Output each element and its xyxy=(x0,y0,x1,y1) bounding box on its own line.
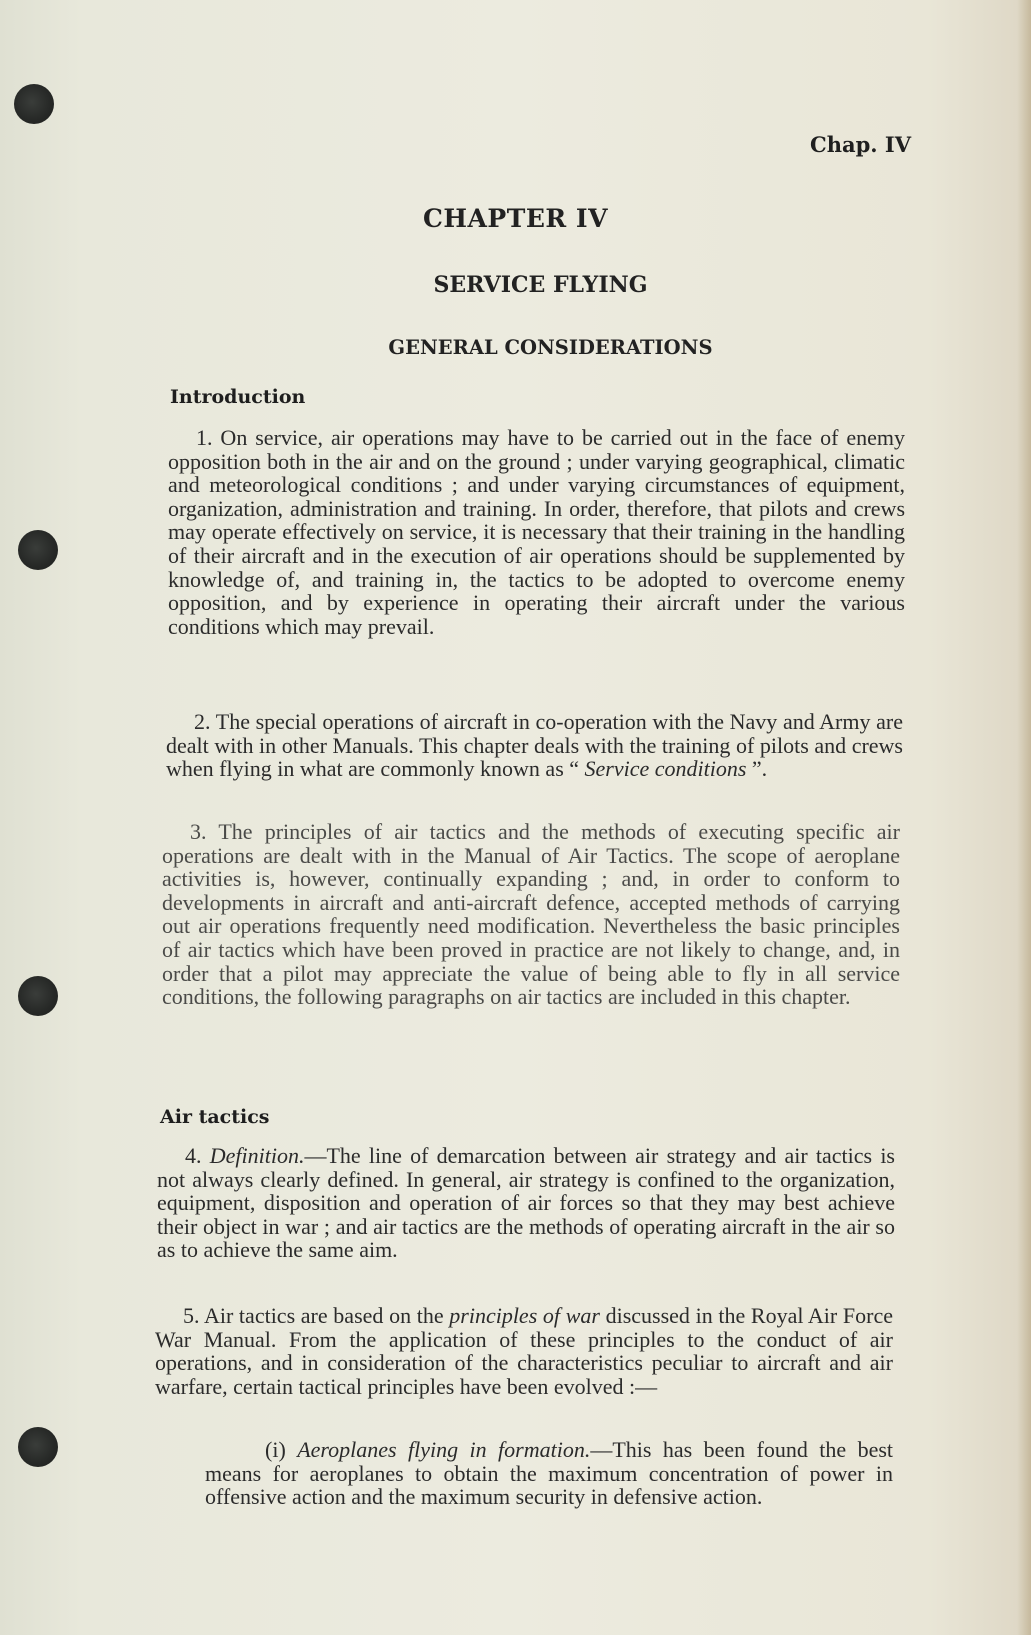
paragraph-5-i xyxy=(205,1438,893,1509)
paragraph-5-i-number: (i) xyxy=(265,1437,298,1462)
paragraph-5 xyxy=(155,1304,893,1398)
paragraph-5-emphasis: principles of war xyxy=(449,1303,600,1328)
paragraph-3: 3. The principles of air tactics and the methods of executing specific air operations are dealt with in the Manual of Air Tactics. The scope of aeroplane activities is, however, continually expanding ; and, in order to conform to developments in aircraft and anti-aircraft defence, accepted methods of carrying out air operations frequently need modification. Nevertheless the basic principles of air tactics which have been proved in practice are not likely to change, and, in order that a pilot may appreciate the value of being able to fly in all service conditions, the following paragraphs on air tactics are included in this chapter. xyxy=(162,819,900,1010)
punch-hole-upper-middle xyxy=(18,530,58,570)
paragraph-4-emphasis: Definition. xyxy=(209,1143,305,1168)
paragraph-2-emphasis: Service conditions xyxy=(584,756,747,782)
subsection-title: GENERAL CONSIDERATIONS xyxy=(388,336,713,359)
heading-introduction: Introduction xyxy=(170,386,306,408)
paragraph-4-number: 4. xyxy=(185,1143,210,1168)
paragraph-5-text: 5. Air tactics are based on the xyxy=(183,1303,450,1328)
chapter-title: CHAPTER IV xyxy=(423,204,608,233)
paragraph-4 xyxy=(157,1144,895,1262)
paragraph-5-end: discussed in the Royal Air Force War Manual. From the application of these principles to the conduct of air operations, and in consideration of the characteristics peculiar to aircraft and air warfare, certain tactical principles have been evolved :— xyxy=(155,1303,893,1399)
punch-hole-lower-middle xyxy=(18,976,58,1016)
paragraph-5-i-text: —This has been found the best means for aeroplanes to obtain the maximum concentration of power in offensive action and the maximum security in defensive action. xyxy=(205,1437,894,1510)
paragraph-1: 1. On service, air operations may have to be carried out in the face of enemy opposition both in the air and on the ground ; under varying geographical, climatic and meteorological conditions ; and under varying circumstances of equipment, organization, administration and training. In order, therefore, that pilots and crews may operate effectively on service, it is necessary that their training in the handling of their aircraft and in the execution of air operations should be supplemented by knowledge of, and training in, the tactics to be adopted to overcome enemy opposition, and by experience in operating their aircraft under the various conditions which may prevail. xyxy=(168,425,905,639)
paragraph-5-i-emphasis: Aeroplanes flying in formation. xyxy=(297,1437,591,1462)
punch-hole-top xyxy=(14,84,54,124)
paragraph-2-text: 2. The special operations of aircraft in co-operation with the Navy and Army are dealt with in other Manuals. This chapter deals with the training of pilots and crews when flying in what are commonly known as “ xyxy=(166,709,903,782)
paragraph-2 xyxy=(166,710,903,781)
paragraph-2-end: ”. xyxy=(746,756,768,782)
punch-hole-bottom xyxy=(18,1427,58,1467)
page-edge-shading xyxy=(1017,0,1031,1635)
paragraph-4-text: —The line of demarcation between air strategy and air tactics is not always clearly defined. In general, air strategy is confined to the organization, equipment, disposition and operation of air forces so that they may best achieve their object in war ; and air tactics are the methods of operating aircraft in the air so as to achieve the same aim. xyxy=(157,1143,895,1263)
section-title: SERVICE FLYING xyxy=(433,272,648,298)
heading-air-tactics: Air tactics xyxy=(160,1106,270,1128)
chapter-reference: Chap. IV xyxy=(809,132,911,157)
